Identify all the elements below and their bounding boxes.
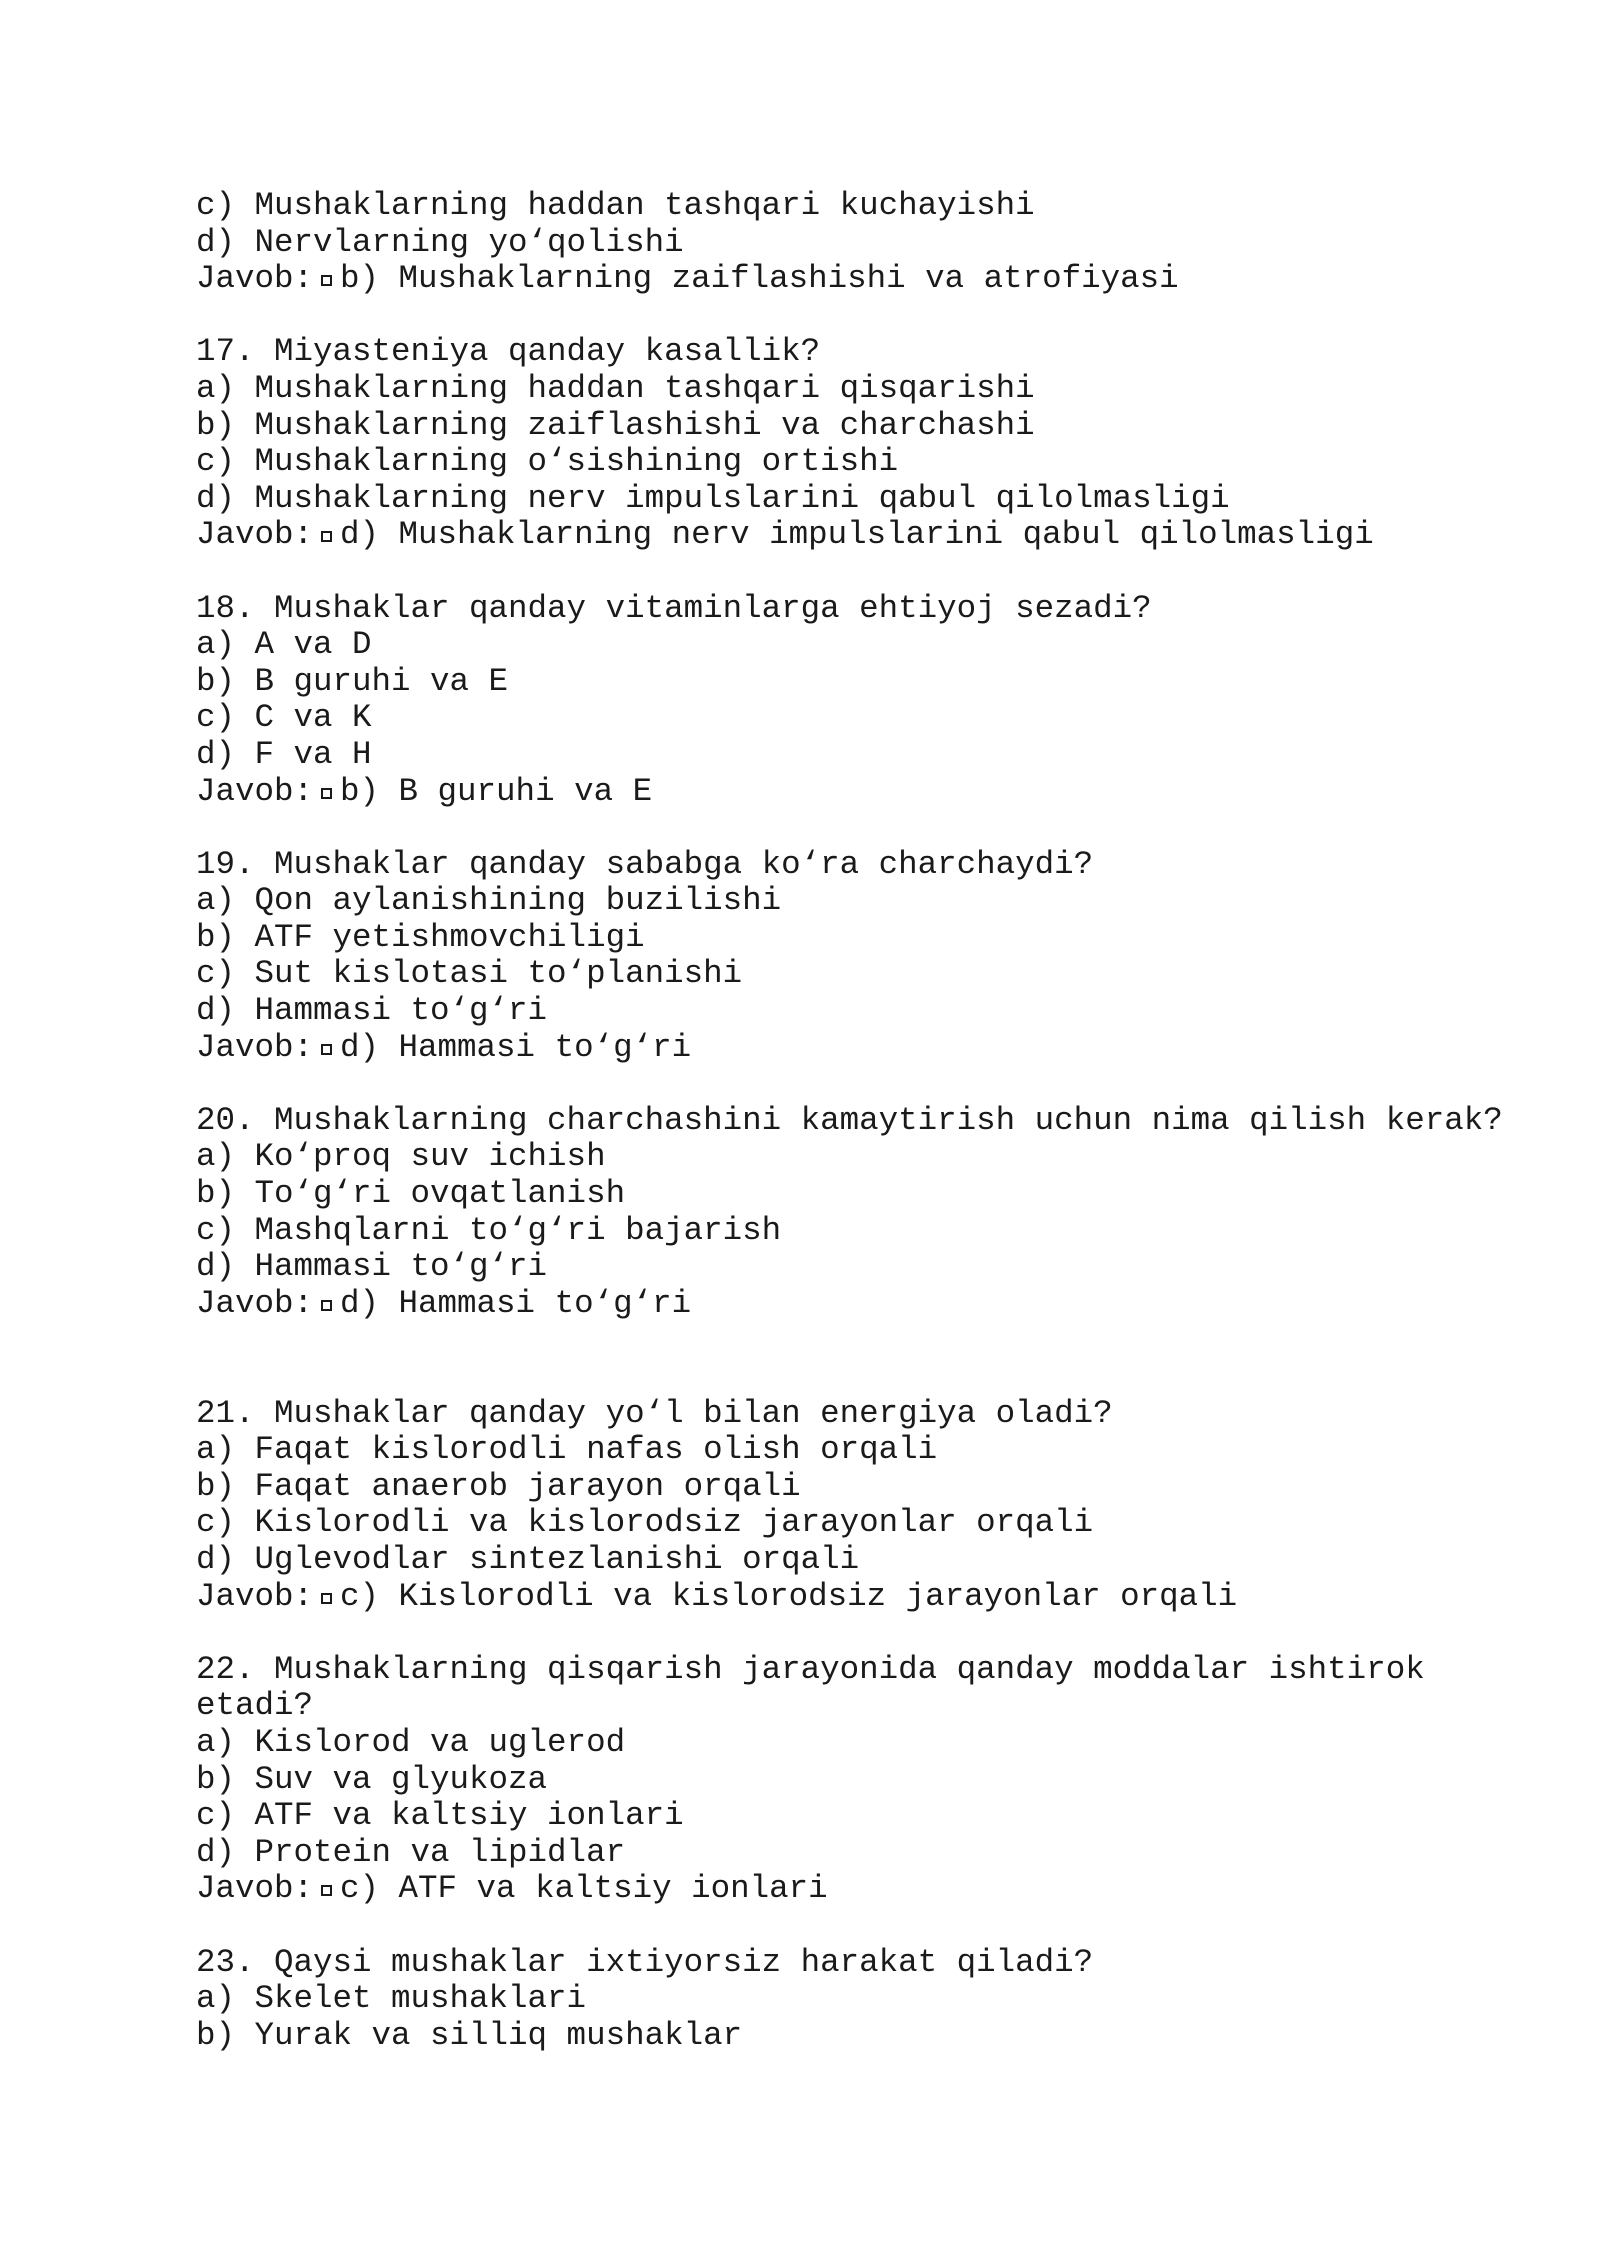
option: c) Kislorodli va kislorodsiz jarayonlar orqali xyxy=(196,1504,1094,1542)
question-22 xyxy=(196,1652,1496,1908)
checkbox-icon xyxy=(321,1044,332,1055)
option: c) ATF va kaltsiy ionlari xyxy=(196,1797,684,1835)
option: b) ATF yetishmovchiligi xyxy=(196,918,645,956)
question-title: 21. Mushaklar qanday yo‘l bilan energiya oladi? xyxy=(196,1394,1113,1432)
question-title-continued: etadi? xyxy=(196,1687,314,1725)
option: c) C va K xyxy=(196,699,372,737)
checkbox-icon xyxy=(321,531,332,542)
question-title: 22. Mushaklarning qisqarish jarayonida qanday moddalar ishtirok xyxy=(196,1650,1425,1688)
option: c) Sut kislotasi to‘planishi xyxy=(196,955,743,993)
question-title: 19. Mushaklar qanday sababga ko‘ra charchaydi? xyxy=(196,845,1094,883)
option: c) Mushaklarning o‘sishining ortishi xyxy=(196,443,899,481)
answer-label: Javob: xyxy=(196,1870,314,1908)
question-23 xyxy=(196,1945,1496,2055)
option: a) A va D xyxy=(196,626,372,664)
option: a) Kislorod va uglerod xyxy=(196,1723,626,1761)
question-title: 17. Miyasteniya qanday kasallik? xyxy=(196,333,821,371)
question-21 xyxy=(196,1396,1496,1616)
question-title: 23. Qaysi mushaklar ixtiyorsiz harakat qiladi? xyxy=(196,1943,1094,1981)
option: b) Faqat anaerob jarayon orqali xyxy=(196,1467,801,1505)
option: d) F va H xyxy=(196,735,372,773)
answer-text: d) Mushaklarning nerv impulslarini qabul qilolmasligi xyxy=(340,516,1374,554)
question-19 xyxy=(196,847,1496,1067)
answer-line xyxy=(196,1030,1496,1067)
option: c) Mashqlarni to‘g‘ri bajarish xyxy=(196,1211,782,1249)
option: a) Ko‘proq suv ichish xyxy=(196,1138,606,1176)
question-title: 18. Mushaklar qanday vitaminlarga ehtiyoj sezadi? xyxy=(196,589,1152,627)
answer-label: Javob: xyxy=(196,1028,314,1066)
option: b) Yurak va silliq mushaklar xyxy=(196,2016,743,2054)
checkbox-icon xyxy=(321,1300,332,1311)
option: d) Hammasi to‘g‘ri xyxy=(196,992,548,1030)
answer-label: Javob: xyxy=(196,1577,314,1615)
answer-text: b) B guruhi va E xyxy=(340,772,653,810)
answer-text: c) ATF va kaltsiy ionlari xyxy=(340,1870,828,1908)
option: b) Suv va glyukoza xyxy=(196,1760,548,1798)
answer-line xyxy=(196,1579,1496,1616)
document-page xyxy=(196,187,1503,2091)
answer-line xyxy=(196,774,1496,811)
answer-line xyxy=(196,261,1496,298)
option: b) To‘g‘ri ovqatlanish xyxy=(196,1175,626,1213)
option: a) Mushaklarning haddan tashqari qisqarishi xyxy=(196,369,1035,407)
answer-label: Javob: xyxy=(196,772,314,810)
checkbox-icon xyxy=(321,275,332,286)
question-20 xyxy=(196,1101,1503,1323)
answer-label: Javob: xyxy=(196,1284,314,1322)
checkbox-icon xyxy=(321,1885,332,1896)
answer-line xyxy=(196,517,1496,554)
answer-label: Javob: xyxy=(196,516,314,554)
question-18 xyxy=(196,591,1496,811)
answer-text: d) Hammasi to‘g‘ri xyxy=(340,1284,692,1322)
answer-text: b) Mushaklarning zaiflashishi va atrofiyasi xyxy=(340,260,1179,298)
question-fragment xyxy=(196,188,1496,298)
answer-line xyxy=(196,1871,1496,1908)
option: a) Skelet mushaklari xyxy=(196,1980,587,2018)
option: d) Uglevodlar sintezlanishi orqali xyxy=(196,1540,860,1578)
option: b) B guruhi va E xyxy=(196,662,509,700)
option: a) Qon aylanishining buzilishi xyxy=(196,882,782,920)
option: c) Mushaklarning haddan tashqari kuchayishi xyxy=(196,187,1035,224)
answer-line xyxy=(196,1286,1496,1323)
answer-label: Javob: xyxy=(196,260,314,298)
question-title: 20. Mushaklarning charchashini kamaytirish uchun nima qilish kerak? xyxy=(196,1101,1503,1139)
option: d) Mushaklarning nerv impulslarini qabul qilolmasligi xyxy=(196,479,1230,517)
checkbox-icon xyxy=(321,1593,332,1604)
option: a) Faqat kislorodli nafas olish orqali xyxy=(196,1431,938,1469)
question-17 xyxy=(196,334,1496,554)
option: d) Hammasi to‘g‘ri xyxy=(196,1248,548,1286)
answer-text: c) Kislorodli va kislorodsiz jarayonlar orqali xyxy=(340,1577,1238,1615)
option: d) Protein va lipidlar xyxy=(196,1833,626,1871)
checkbox-icon xyxy=(321,788,332,799)
option: d) Nervlarning yo‘qolishi xyxy=(196,223,684,261)
answer-text: d) Hammasi to‘g‘ri xyxy=(340,1028,692,1066)
option: b) Mushaklarning zaiflashishi va charchashi xyxy=(196,406,1035,444)
